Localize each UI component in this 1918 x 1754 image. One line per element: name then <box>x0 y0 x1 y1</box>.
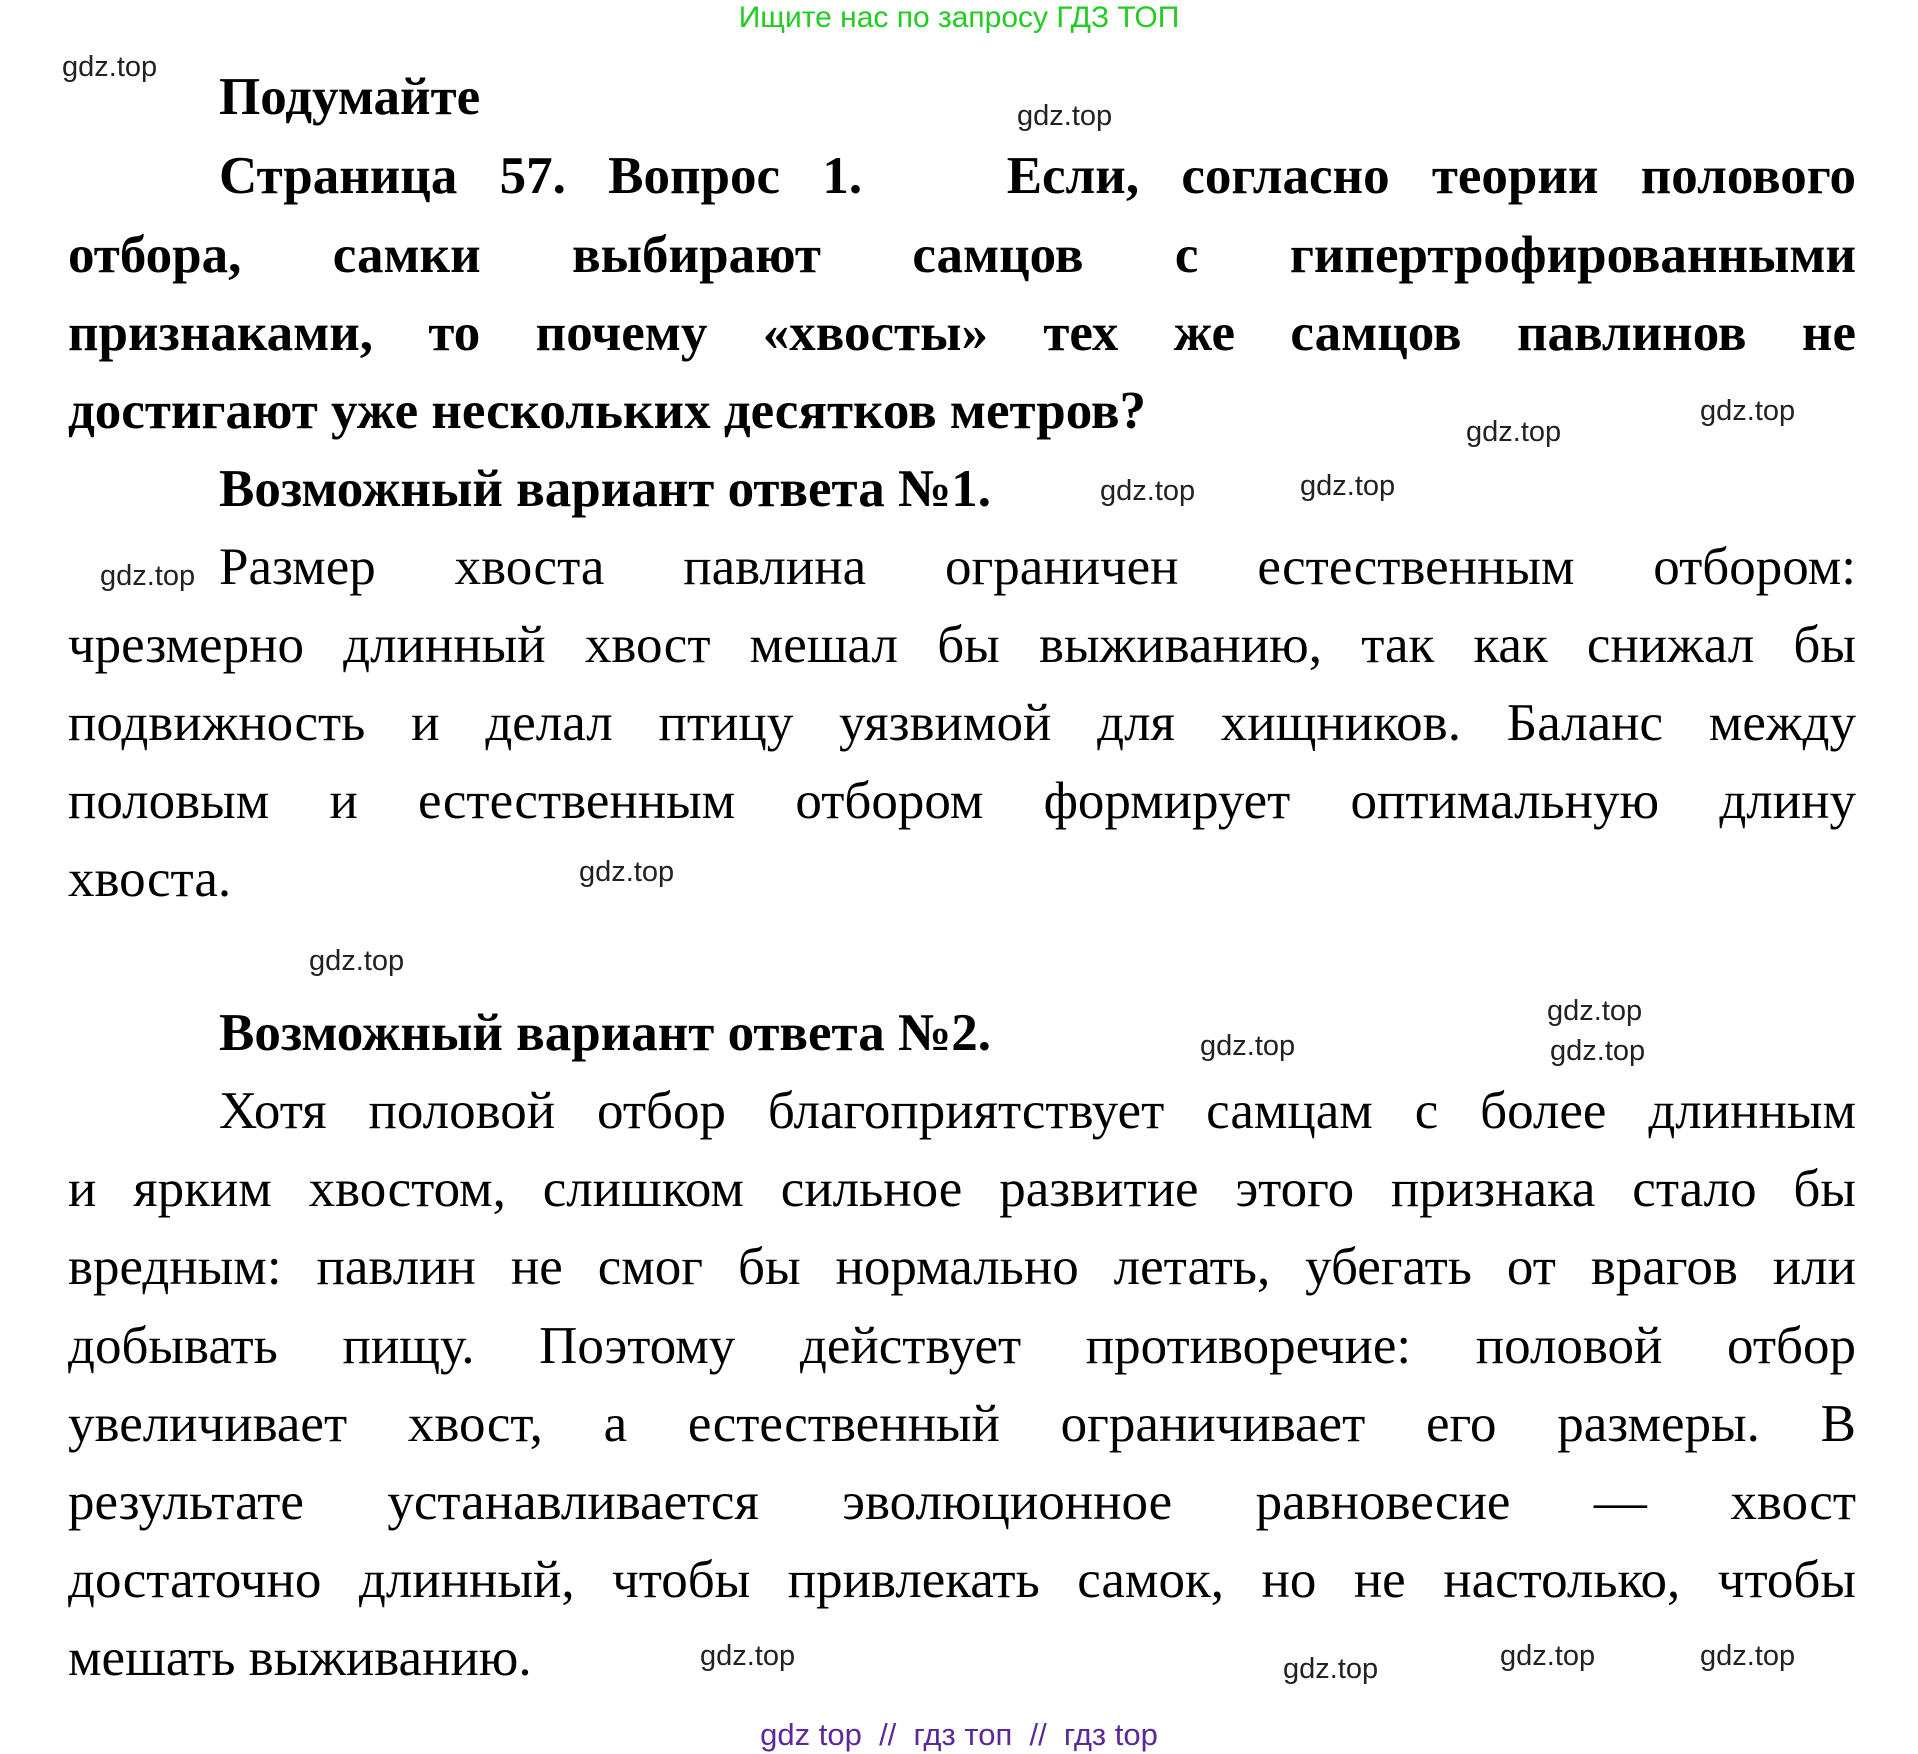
question-line: отбора, самки выбирают самцов с гипертрофированными <box>68 226 1856 284</box>
watermark: gdz.top <box>700 1640 796 1672</box>
watermark: gdz.top <box>1500 1640 1596 1672</box>
answer1-heading: Возможный вариант ответа №1. <box>219 460 991 518</box>
watermark: gdz.top <box>579 856 675 888</box>
answer2-line: увеличивает хвост, а естественный ограничивает его размеры. В <box>68 1395 1856 1453</box>
watermark: gdz.top <box>1200 1030 1296 1062</box>
watermark: gdz.top <box>100 560 196 592</box>
question-text: Если, согласно теории полового <box>1006 147 1857 205</box>
answer1-line: хвоста. <box>68 850 232 908</box>
question-line: признаками, то почему «хвосты» тех же самцов павлинов не <box>68 304 1856 362</box>
answer2-line: и ярким хвостом, слишком сильное развитие этого признака стало бы <box>68 1160 1856 1218</box>
watermark: gdz.top <box>62 51 158 83</box>
watermark: gdz.top <box>1283 1653 1379 1685</box>
watermark: gdz.top <box>1100 475 1196 507</box>
answer2-line: вредным: павлин не смог бы нормально летать, убегать от врагов или <box>68 1238 1856 1296</box>
question-label: Страница 57. Вопрос 1. <box>219 147 863 205</box>
section-title: Подумайте <box>219 68 481 126</box>
watermark: gdz.top <box>1700 395 1796 427</box>
answer2-line: Хотя половой отбор благоприятствует самцам с более длинным <box>219 1082 1856 1140</box>
watermark: gdz.top <box>309 945 405 977</box>
answer2-line: мешать выживанию. <box>68 1629 532 1687</box>
watermark: gdz.top <box>1550 1035 1646 1067</box>
footer-links: gdz top // гдз топ // гдз top <box>760 1717 1158 1752</box>
watermark: gdz.top <box>1547 995 1643 1027</box>
answer1-line: Размер хвоста павлина ограничен естественным отбором: <box>219 538 1856 596</box>
answer1-line: половым и естественным отбором формирует оптимальную длину <box>68 772 1856 830</box>
question-line: достигают уже нескольких десятков метров? <box>68 382 1147 440</box>
answer1-line: подвижность и делал птицу уязвимой для хищников. Баланс между <box>68 694 1856 752</box>
answer2-line: достаточно длинный, чтобы привлекать самок, но не настолько, чтобы <box>68 1551 1856 1609</box>
question-line <box>219 137 1856 215</box>
answer2-line: добывать пищу. Поэтому действует противоречие: половой отбор <box>68 1317 1856 1375</box>
search-hint-banner: Ищите нас по запросу ГДЗ ТОП <box>738 1 1180 34</box>
watermark: gdz.top <box>1466 416 1562 448</box>
answer2-heading: Возможный вариант ответа №2. <box>219 1004 991 1062</box>
watermark: gdz.top <box>1300 470 1396 502</box>
watermark: gdz.top <box>1700 1640 1796 1672</box>
answer2-line: результате устанавливается эволюционное равновесие — хвост <box>68 1473 1856 1531</box>
answer1-line: чрезмерно длинный хвост мешал бы выживанию, так как снижал бы <box>68 616 1856 674</box>
watermark: gdz.top <box>1017 100 1113 132</box>
